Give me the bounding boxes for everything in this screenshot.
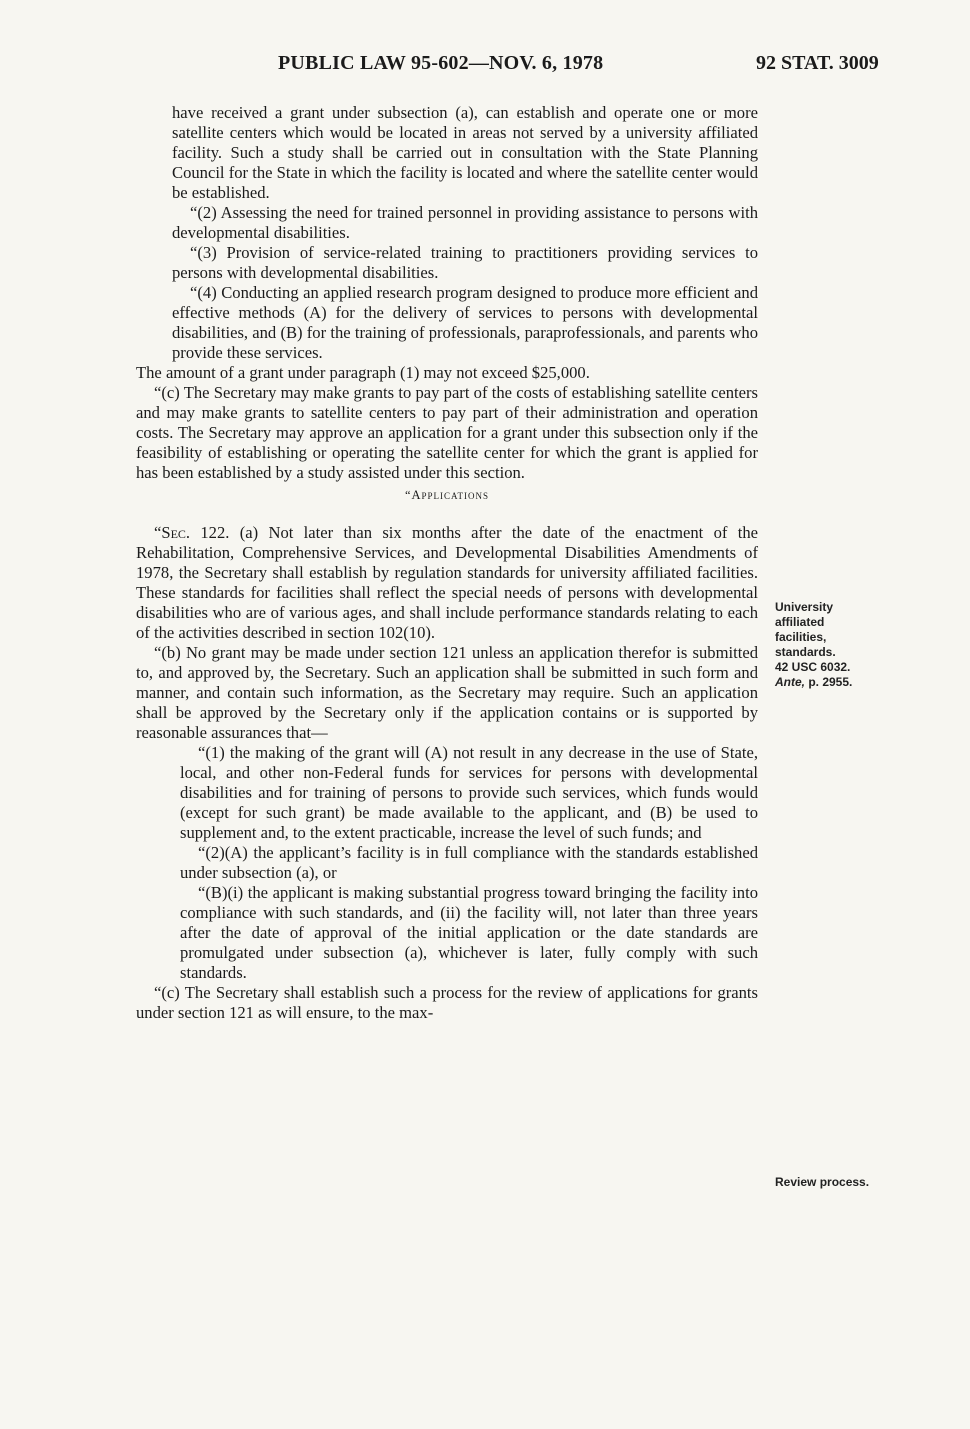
paragraph-b4: “(4) Conducting an applied research program designed to produce more efficient and effective methods (A) for the delivery of services to persons with developmental disabilities, and (B) for the training of professionals, paraprofessionals, and parents who provide these services. [172, 283, 758, 362]
margin-note-line: University [775, 600, 834, 614]
margin-note-line: affiliated [775, 615, 825, 629]
paragraph-b2: “(2) Assessing the need for trained personnel in providing assistance to persons with developmental disabilities. [172, 203, 758, 242]
margin-note-ante-citation [775, 675, 852, 690]
margin-note-ante-word: Ante, [775, 675, 805, 689]
section-label: “Sec. [154, 523, 191, 542]
margin-note-line: standards. [775, 645, 836, 659]
margin-note-line: facilities, [775, 630, 827, 644]
section-122-b: “(b) No grant may be made under section 121 unless an application therefor is submitted to, and approved by, the Secretary. Such an application shall be submitted in such form and manner, and contain such information, as the Secretary may require. Such an application shall be approved by the Secretary only if the application contains or is supported by reasonable assurances that— [136, 643, 758, 742]
margin-note-usc-citation: 42 USC 6032. [775, 660, 851, 674]
paragraph-study-continued: have received a grant under subsection (a), can establish and operate one or more satellite centers which would be located in areas not served by a university affiliated facility. Such a study shall be carried out in consultation with the State Planning Council for the State in which the facility is located and where the satellite center would be established. [172, 103, 758, 202]
paragraph-grant-amount: The amount of a grant under paragraph (1) may not exceed $25,000. [136, 363, 590, 382]
section-122-b2a: “(2)(A) the applicant’s facility is in full compliance with the standards established under subsection (a), or [180, 843, 758, 882]
section-122-c: “(c) The Secretary shall establish such a process for the review of applications for grants under section 121 as will ensure, to the max- [136, 983, 758, 1022]
margin-note-review-process: Review process. [775, 1175, 870, 1189]
paragraph-b3: “(3) Provision of service-related training to practitioners providing services to persons with developmental disabilities. [172, 243, 758, 282]
page-header [0, 52, 970, 82]
body-text [136, 103, 758, 1023]
section-122-a [136, 523, 758, 643]
section-122-b1: “(1) the making of the grant will (A) not result in any decrease in the use of State, local, and other non-Federal funds for services for persons with developmental disabilities and for training of persons to provide such services, which funds would (except for such grant) be made available to the applicant, and (B) be used to supplement and, to the extent practicable, increase the level of such funds; and [180, 743, 758, 842]
running-head: PUBLIC LAW 95-602—NOV. 6, 1978 [278, 52, 604, 74]
section-122-a-text: 122. (a) Not later than six months after the date of the enactment of the Rehabilitation, Comprehensive Services, and Developmental Disabilities Amendments of 1978, the Secretary shall establish by regulation standards for university affiliated facilities. These standards for facilities shall reflect the special needs of persons with developmental disabilities who are of various ages, and shall include performance standards relating to each of the activities described in section 102(10). [136, 523, 758, 642]
statute-citation: 92 STAT. 3009 [756, 52, 879, 74]
section-122-b2b: “(B)(i) the applicant is making substantial progress toward bringing the facility into compliance with such standards, and (ii) the facility will, not later than three years after the date of approval of the initial application or the date standards are promulgated under subsection (a), whichever is later, fully comply with such standards. [180, 883, 758, 982]
margin-note-ante-page: p. 2955. [805, 675, 853, 689]
margin-note-university-facilities [775, 600, 852, 690]
section-heading-applications: “Applications [404, 488, 490, 502]
paragraph-c: “(c) The Secretary may make grants to pay part of the costs of establishing satellite centers and may make grants to satellite centers to pay part of their administration and operation costs. The Secretary may approve an application for a grant under this subsection only if the feasibility of establishing or operating the satellite center for which the grant is applied for has been established by a study assisted under this section. [136, 383, 758, 482]
